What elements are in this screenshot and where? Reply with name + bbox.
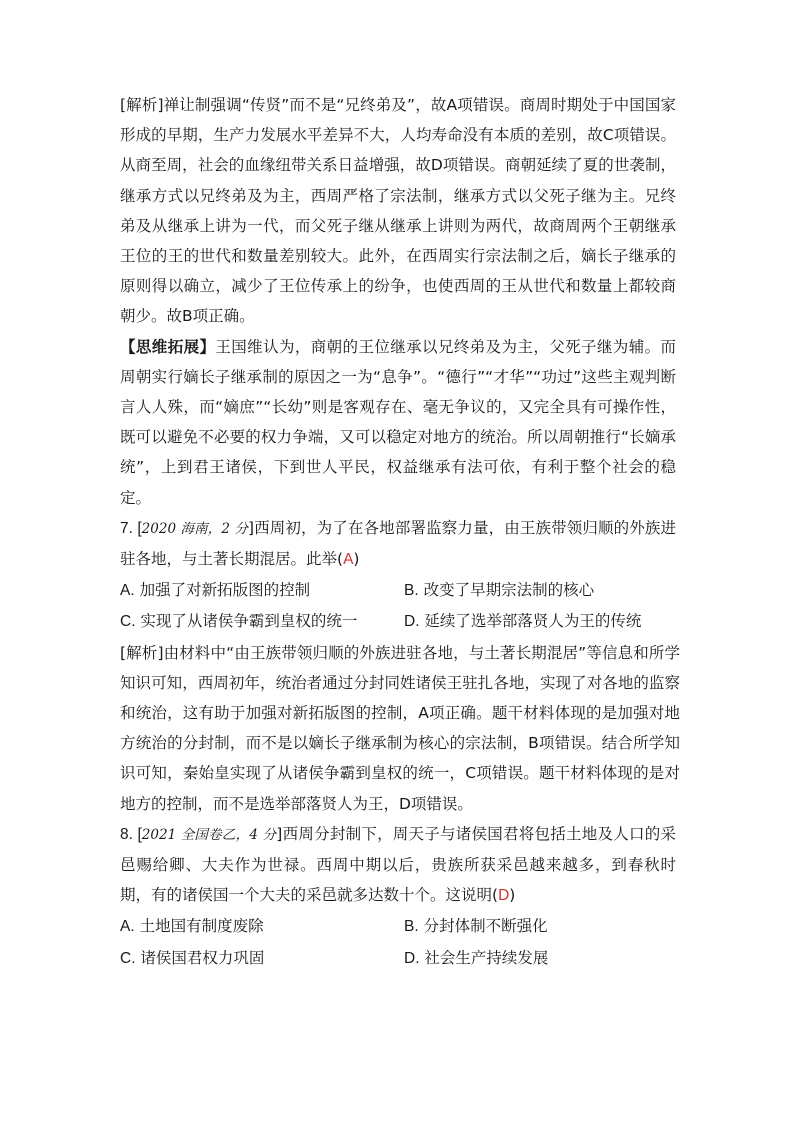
answer-letter: A [343,551,354,569]
thinking-extension-text: 王国维认为，商朝的王位继承以兄终弟及为主，父死子继为辅。而周朝实行嫡长子继承制的原因之一为“息争”。“德行”“才华”“功过”这些主观判断言人人殊，而“嫡庶”“长幼”则是客观存在、毫无争议的，又完全具有可操作性，既可以避免不必要的权力争端，又可以稳定对地方的统治。所以周朝推行“长嫡承统”，上到君王诸侯，下到世人平民，权益继承有法可依，有利于整个社会的稳定。 [120,337,676,507]
question-source: 2020 海南，2 分 [141,520,248,537]
analysis-text: 禅让制强调“传贤”而不是“兄终弟及”，故A项错误。商周时期处于中国国家形成的早期，生产力发展水平差异不大，人均寿命没有本质的差别，故C项错误。从商至周，社会的血缘纽带关系日益增强，故D项错误。商朝延续了夏的世袭制，继承方式以兄终弟及为主，西周严格了宗法制，继承方式以父死子继为主。兄终弟及从继承上讲为一代，而父死子继从继承上讲则为两代，故商周两个王朝继承王位的王的世代和数量差别较大。此外，在西周实行宗法制之后，嫡长子继承的原则得以确立，减少了王位传承上的纷争，也使西周的王从世代和数量上都较商朝少。故B项正确。 [120,96,676,326]
question-stem-text: ]西周分封制下，周天子与诸侯国君将包括土地及人口的采邑赐给卿、大夫作为世禄。西周中期以后，贵族所获采邑越来越多，到春秋时期，有的诸侯国一个大夫的采邑就多达数十个。这说明( [120,824,676,905]
thinking-extension-label: 【思维拓展】 [120,337,216,356]
option-d [404,943,676,974]
option-b [404,911,676,942]
option-text: 加强了对新拓版图的控制 [134,581,311,600]
question-number: 8. [ [120,825,142,843]
option-letter: A. [120,918,135,936]
analysis-paragraph-q6 [120,90,676,332]
option-text: 土地国有制度废除 [134,917,264,936]
question-7-stem [120,513,676,575]
option-letter: B. [404,582,419,600]
option-text: 分封体制不断强化 [418,917,548,936]
option-letter: D. [404,613,420,631]
option-letter: B. [404,918,419,936]
question-8-stem [120,819,676,912]
document-page [120,90,680,974]
option-a [120,575,404,606]
question-7-options [120,575,676,637]
option-d [404,606,676,637]
question-number: 7. [ [120,519,142,537]
analysis-paragraph-q7 [120,638,680,819]
option-text: 改变了早期宗法制的核心 [418,581,595,600]
question-8-options [120,911,676,973]
answer-close: ) [509,886,516,905]
option-letter: C. [120,949,136,967]
option-letter: A. [120,582,135,600]
option-letter: C. [120,613,136,631]
option-text: 实现了从诸侯争霸到皇权的统一 [135,612,358,631]
analysis-label: [解析] [120,96,164,114]
answer-letter: D [498,887,510,905]
answer-close: ) [353,550,360,569]
option-c [120,943,404,974]
option-text: 社会生产持续发展 [419,948,549,967]
analysis-label: [解析] [120,643,164,662]
analysis-text: 由材料中“由王族带领归顺的外族进驻各地，与土著长期混居”等信息和所学知识可知，西周初年，统治者通过分封同姓诸侯王驻扎各地，实现了对各地的监察和统治，这有助于加强对新拓版图的控制，A项正确。题干材料体现的是加强对地方统治的分封制，而不是以嫡长子继承制为核心的宗法制，B项错误。结合所学知识可知，秦始皇实现了从诸侯争霸到皇权的统一，C项错误。题干材料体现的是对地方的控制，而不是选举部落贤人为王，D项错误。 [120,643,680,813]
option-b [404,575,676,606]
thinking-extension-paragraph [120,332,676,513]
option-letter: D. [404,949,420,967]
option-c [120,606,404,637]
option-a [120,911,404,942]
question-source: 2021 全国卷乙，4 分 [141,826,277,843]
option-text: 延续了选举部落贤人为王的传统 [419,612,642,631]
question-stem-text: ]西周初，为了在各地部署监察力量，由王族带领归顺的外族进驻各地，与土著长期混居。此举( [120,518,676,569]
option-text: 诸侯国君权力巩固 [135,948,265,967]
